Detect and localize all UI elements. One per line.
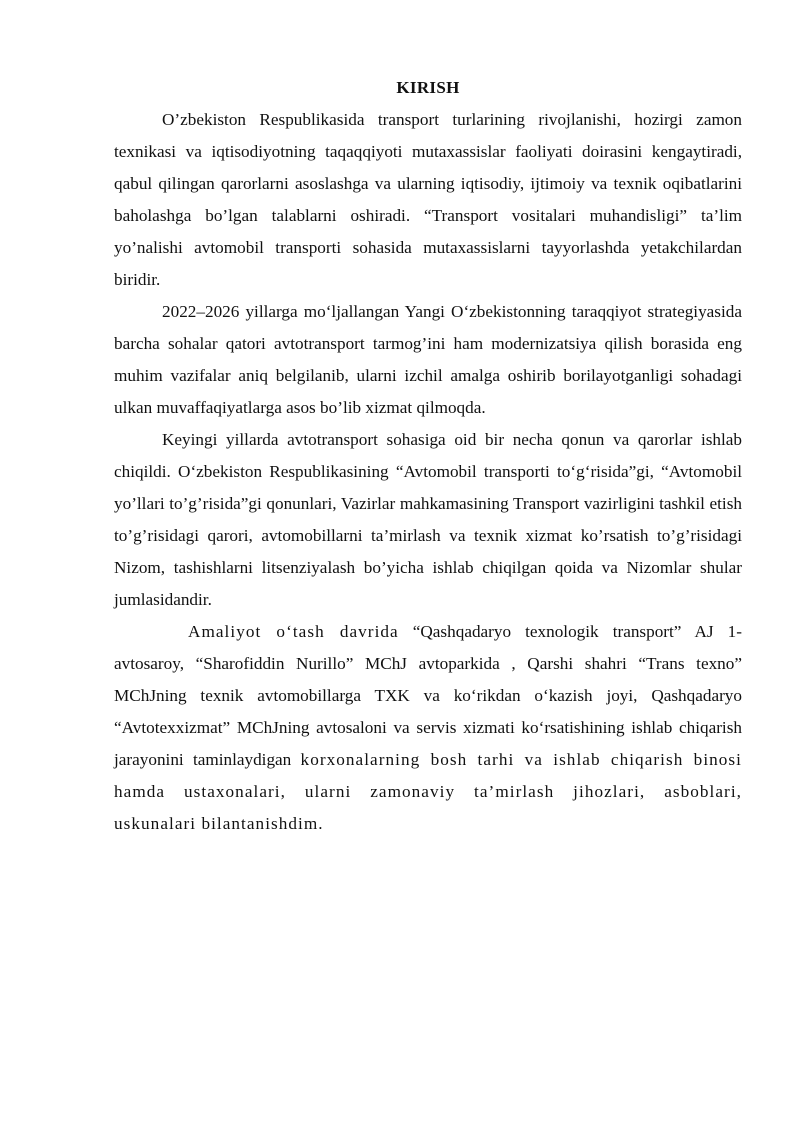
paragraph-strategy: 2022–2026 yillarga mo‘ljallangan Yangi O‘zbekistonning taraqqiyot strategiyasida barcha sohalar qatori avtotransport tarmog’ini ham modernizatsiya qilish borasida eng muhim vazifalar aniq belgilanib, ularni izchil amalga oshirib borilayotganligi sohadagi ulkan muvaffaqiyatlarga asos bo’lib xizmat qilmoqda.: [114, 302, 742, 417]
paragraph-practice: [114, 616, 742, 840]
paragraph-laws: Keyingi yillarda avtotransport sohasiga oid bir necha qonun va qarorlar ishlab chiqildi. O‘zbekiston Respublikasining “Avtomobil transporti to‘g‘risida”gi, “Avtomobil yo’llari to’g’risida”gi qonunlari, Vazirlar mahkamasining Transport vazirligini tashkil etish to’g’risidagi qarori, avtomobillarni ta’mirlash va texnik xizmat ko’rsatish to’g’risidagi Nizom, tashishlarni litsenziyalash bo’yicha ishlab chiqilgan qoida va Nizomlar shular jumlasidandir.: [114, 430, 742, 609]
paragraph-practice-body: “Qashqadaryo texnologik transport” AJ 1-avtosaroy, “Sharofiddin Nurillo” MChJ avtoparkida , Qarshi shahri “Trans texno” MChJning texnik avtomobillarga TXK va ko‘rikdan o‘kazish joyi, Qashqadaryo “Avtotexxizmat” MChJning avtosaloni va servis xizmati ko‘rsatishining ishlab chiqarish jarayonini taminlaydigan: [114, 622, 742, 769]
document-page: [114, 74, 742, 840]
paragraph-intro: O’zbekiston Respublikasida transport turlarining rivojlanishi, hozirgi zamon texnikasi va iqtisodiyotning taqaqqiyoti mutaxassislar faoliyati doirasini kengaytiradi, qabul qilingan qarorlarni asoslashga va ularning iqtisodiy, ijtimoiy va texnik oqibatlarini baholashga bo’lgan talablarni oshiradi. “Transport vositalari muhandisligi” ta’lim yo’nalishi avtomobil transporti sohasida mutaxassislarni tayyorlashda yetakchilardan biridir.: [114, 110, 742, 289]
page-title: KIRISH: [396, 78, 460, 97]
paragraph-practice-tail: korxonalarning bosh tarhi va ishlab chiqarish binosi hamda ustaxonalari, ularni zamonaviy ta’mirlash jihozlari, asboblari, uskunalari bilantanishdim.: [114, 750, 742, 833]
paragraph-practice-lead: Amaliyot o‘tash davrida: [188, 622, 399, 641]
